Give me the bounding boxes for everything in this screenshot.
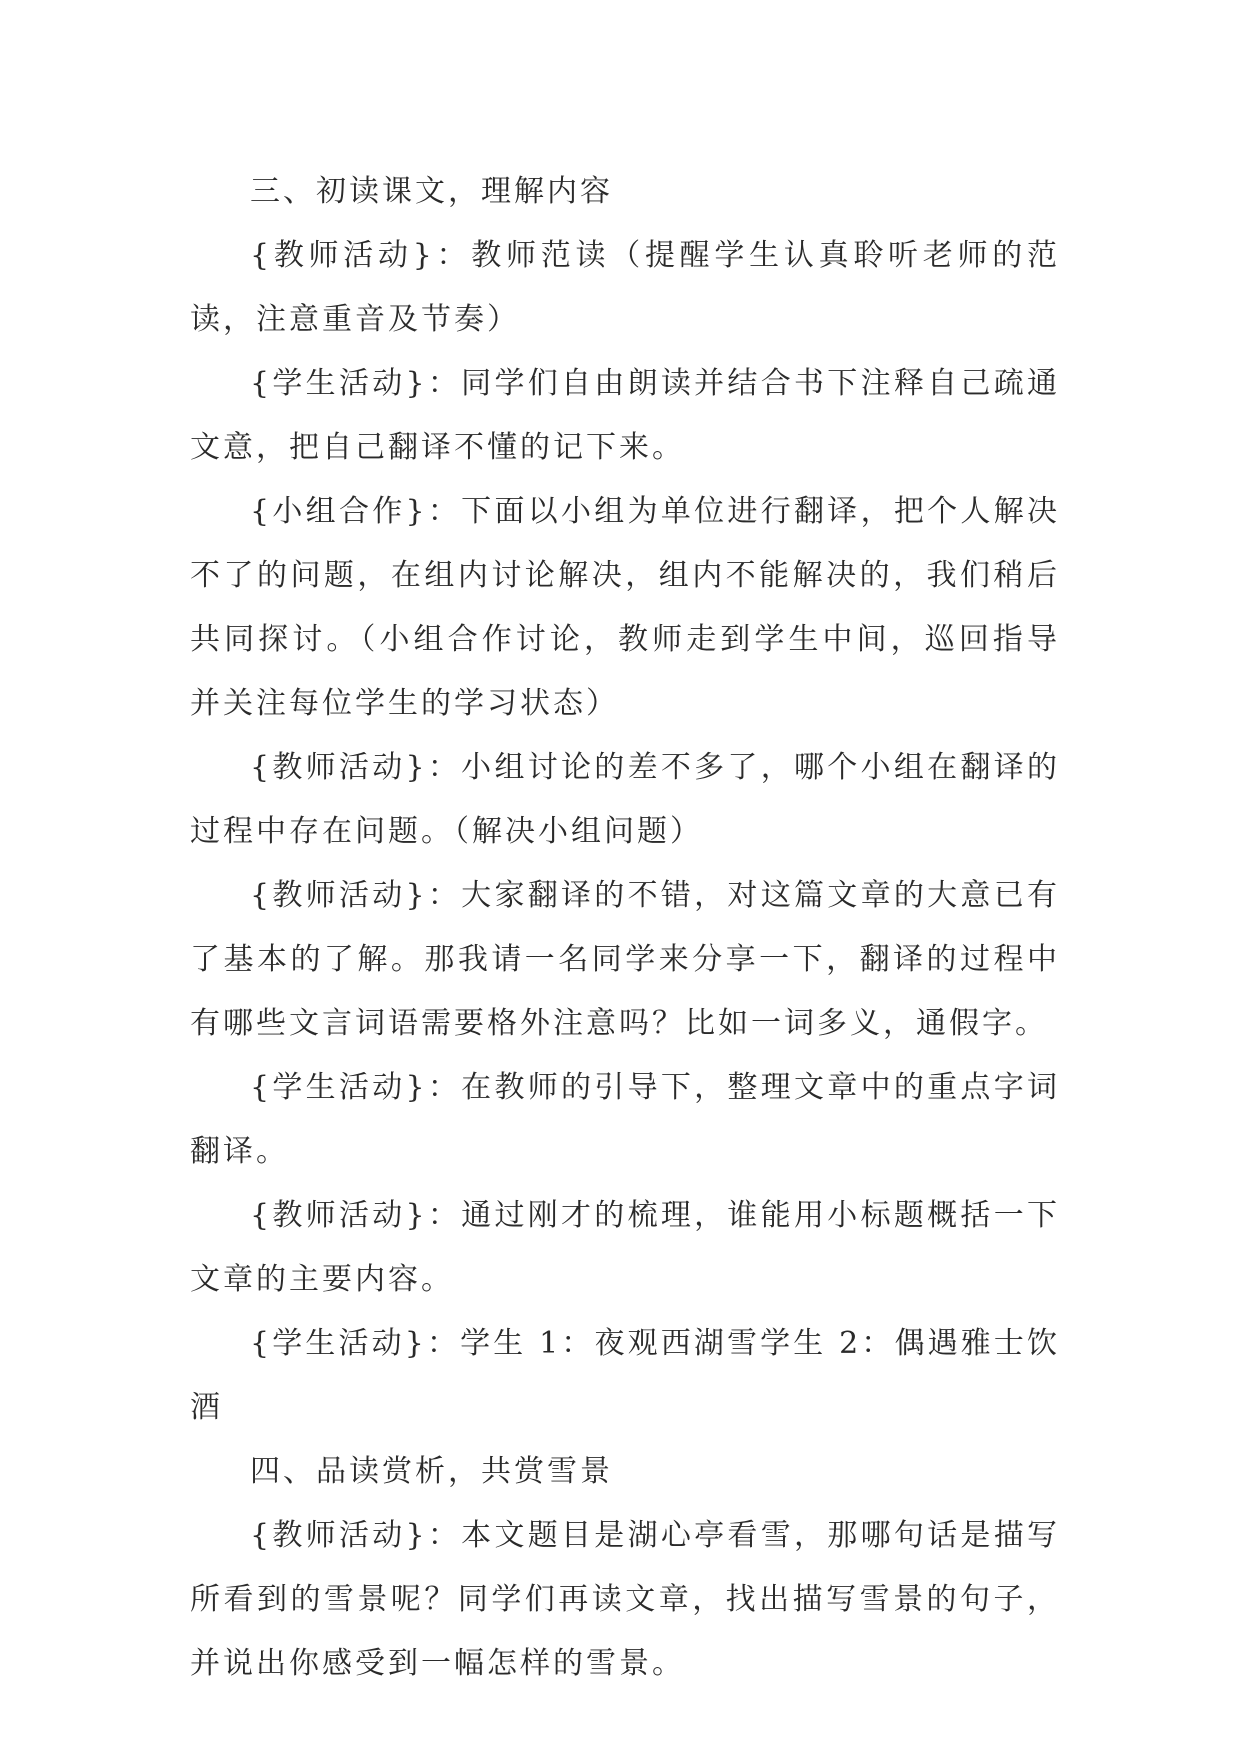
section-heading-4: 四、品读赏析，共赏雪景 [250,1454,613,1489]
paragraph-teacher-check: {教师活动}：小组讨论的差不多了，哪个小组在翻译的过程中存在问题。（解决小组问题） [190,750,1060,849]
paragraph-student-reading: {学生活动}：同学们自由朗读并结合书下注释自己疏通文意，把自己翻译不懂的记下来。 [190,366,1060,465]
document-body [190,160,1060,1696]
paragraph-student-titles: {学生活动}：学生 1：夜观西湖雪学生 2：偶遇雅士饮酒 [190,1326,1060,1425]
paragraph-teacher-summary: {教师活动}：通过刚才的梳理，谁能用小标题概括一下文章的主要内容。 [190,1198,1060,1297]
paragraph-teacher-reading: {教师活动}：教师范读（提醒学生认真聆听老师的范读，注意重音及节奏） [190,238,1060,337]
paragraph-teacher-share: {教师活动}：大家翻译的不错，对这篇文章的大意已有了基本的了解。那我请一名同学来分享一下，翻译的过程中有哪些文言词语需要格外注意吗？比如一词多义，通假字。 [190,878,1060,1041]
paragraph-group-work: {小组合作}：下面以小组为单位进行翻译，把个人解决不了的问题，在组内讨论解决，组内不能解决的，我们稍后共同探讨。（小组合作讨论，教师走到学生中间，巡回指导并关注每位学生的学习状态） [190,494,1060,721]
section-heading-3: 三、初读课文，理解内容 [250,174,613,209]
paragraph-student-vocab: {学生活动}：在教师的引导下，整理文章中的重点字词翻译。 [190,1070,1060,1169]
paragraph-teacher-snow-scene: {教师活动}：本文题目是湖心亭看雪，那哪句话是描写所看到的雪景呢？同学们再读文章，找出描写雪景的句子，并说出你感受到一幅怎样的雪景。 [190,1518,1060,1681]
